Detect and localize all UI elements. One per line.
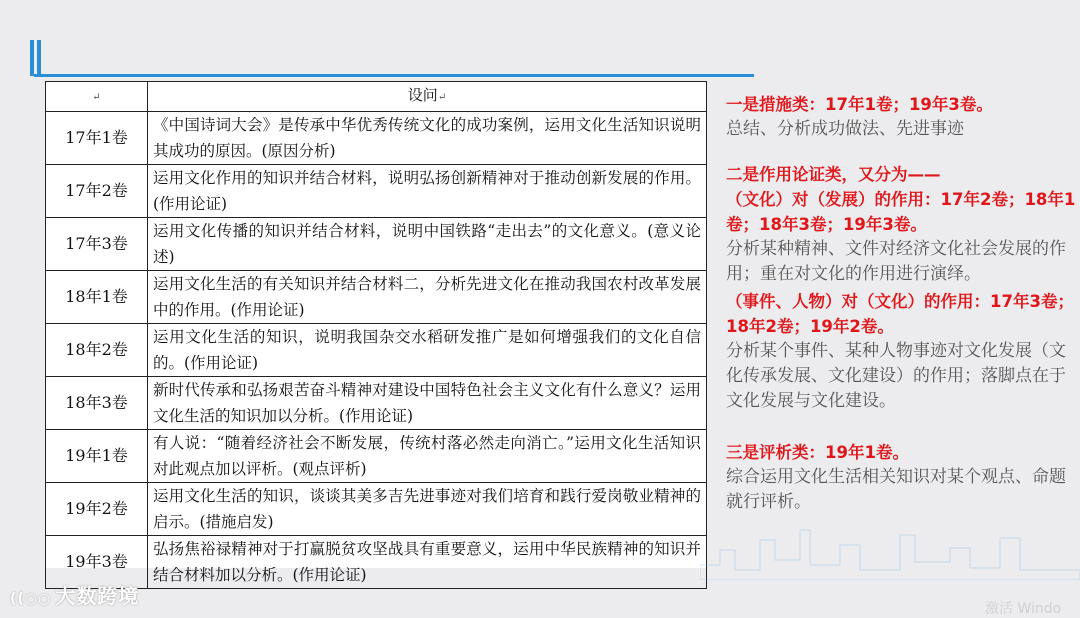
table-row: [46, 324, 707, 377]
header-question: 设问↵: [148, 82, 707, 112]
row-question: 运用文化生活的有关知识并结合材料二，分析先进文化在推动我国农村改革发展中的作用。(作用论证): [148, 271, 707, 324]
row-question: 运用文化传播的知识并结合材料，说明中国铁路“走出去”的文化意义。(意义论述): [148, 218, 707, 271]
row-year: 19年1卷: [46, 430, 148, 483]
row-question: 有人说：“随着经济社会不断发展，传统村落必然走向消亡。”运用文化生活知识对此观点加以评析。(观点评析): [148, 430, 707, 483]
table-row: [46, 377, 707, 430]
note-measures-title: 一是措施类：17年1卷；19年3卷。: [726, 95, 993, 114]
row-year: 18年2卷: [46, 324, 148, 377]
row-question: 新时代传承和弘扬艰苦奋斗精神对建设中国特色社会主义文化有什么意义？运用文化生活的知识加以分析。(作用论证): [148, 377, 707, 430]
note-event-person-desc: 分析某个事件、某种人物事迹对文化发展（文化传承发展、文化建设）的作用；落脚点在于文化发展与文化建设。: [726, 341, 1066, 411]
row-question: 运用文化作用的知识并结合材料，说明弘扬创新精神对于推动创新发展的作用。(作用论证): [148, 165, 707, 218]
row-question: 弘扬焦裕禄精神对于打赢脱贫攻坚战具有重要意义，运用中华民族精神的知识并结合材料加以分析。(作用论证): [148, 536, 707, 589]
table-row: [46, 112, 707, 165]
activation-watermark: 激活 Windo: [985, 601, 1062, 617]
row-question: 运用文化生活的知识，说明我国杂交水稻研发推广是如何增强我们的文化自信的。(作用论证): [148, 324, 707, 377]
row-year: 19年3卷: [46, 536, 148, 589]
note-event-person-title: （事件、人物）对（文化）的作用：17年3卷；18年2卷；19年2卷。: [726, 292, 1074, 336]
table-row: [46, 430, 707, 483]
row-year: 19年2卷: [46, 483, 148, 536]
note-evaluation-title: 三是评析类：19年1卷。: [726, 443, 909, 462]
note-measures-desc: 总结、分析成功做法、先进事迹: [726, 119, 964, 139]
table-row: [46, 483, 707, 536]
decor-line: [34, 74, 754, 77]
brand-logo: ((○○ 大数跨境: [10, 584, 140, 608]
decor-bars: [30, 40, 50, 78]
row-question: 《中国诗词大会》是传承中华优秀传统文化的成功案例，运用文化生活知识说明其成功的原因。(原因分析): [148, 112, 707, 165]
note-evaluation-desc: 综合运用文化生活相关知识对某个观点、命题就行评析。: [726, 467, 1066, 512]
table-row: [46, 536, 707, 589]
skyline-decoration: [700, 520, 1080, 580]
analysis-notes: [726, 92, 1076, 515]
note-argument-title: 二是作用论证类，又分为——: [726, 165, 941, 184]
note-culture-dev-desc: 分析某种精神、文件对经济文化社会发展的作用；重在对文化的作用进行演绎。: [726, 239, 1066, 284]
header-year: ↵: [46, 82, 148, 112]
question-table: [45, 81, 707, 584]
table-header-row: [46, 82, 707, 112]
row-year: 18年3卷: [46, 377, 148, 430]
note-culture-dev-title: （文化）对（发展）的作用：17年2卷；18年1卷；18年3卷；19年3卷。: [726, 190, 1076, 234]
table-row: [46, 271, 707, 324]
row-year: 18年1卷: [46, 271, 148, 324]
table-row: [46, 218, 707, 271]
row-year: 17年2卷: [46, 165, 148, 218]
row-year: 17年3卷: [46, 218, 148, 271]
row-question: 运用文化生活的知识，谈谈其美多吉先进事迹对我们培育和践行爱岗敬业精神的启示。(措施启发): [148, 483, 707, 536]
row-year: 17年1卷: [46, 112, 148, 165]
table-row: [46, 165, 707, 218]
